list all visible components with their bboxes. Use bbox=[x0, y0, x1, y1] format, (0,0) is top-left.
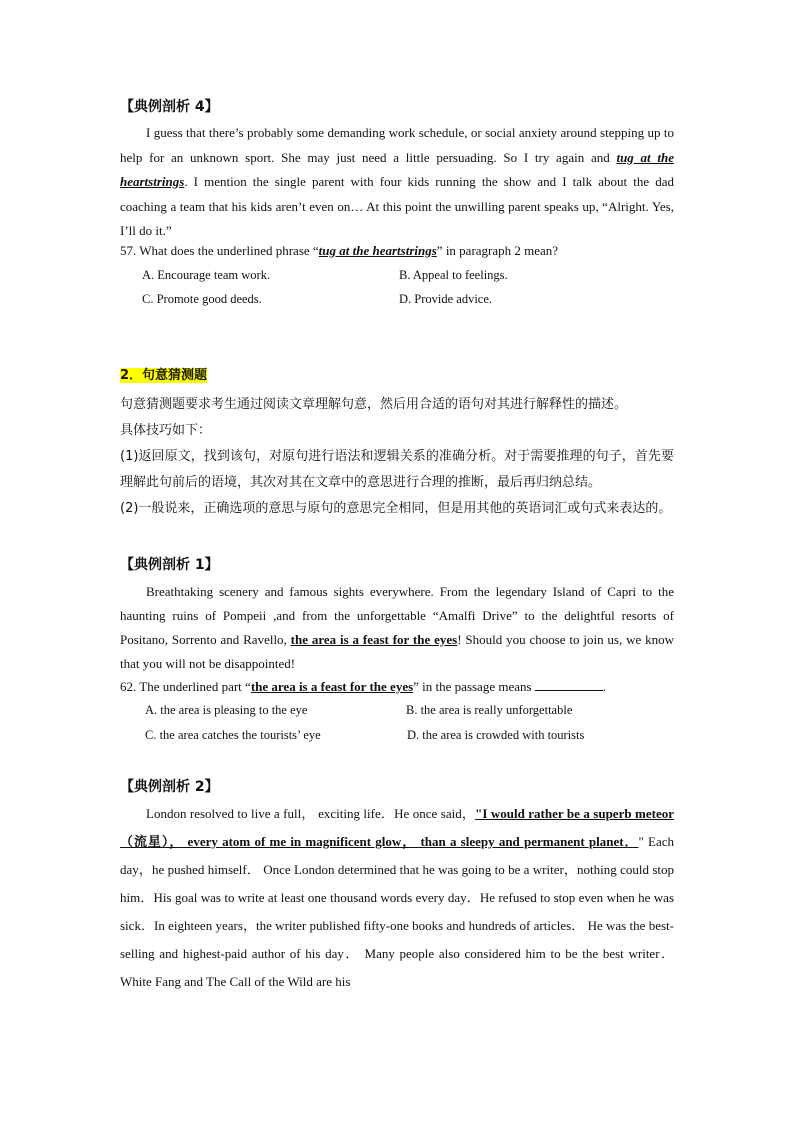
underlined-phrase: the area is a feast for the eyes bbox=[290, 632, 458, 647]
tip-2: (2)一般说来，正确选项的意思与原句的意思完全相同，但是用其他的英语词汇或句式来表达的。 bbox=[120, 501, 672, 516]
option-a: A. the area is pleasing to the eye bbox=[145, 703, 308, 717]
option-b: B. the area is really unforgettable bbox=[406, 703, 573, 717]
question-62: 62. The underlined part “the area is a feast for the eyes” in the passage means . bbox=[120, 679, 607, 694]
example-2-heading: 【典例剖析 2】 bbox=[120, 779, 219, 795]
underlined-phrase: tug at the heartstrings bbox=[120, 149, 674, 189]
passage-text: ! Should you choose to join us, we know that you will not be disappointed! bbox=[120, 632, 674, 671]
underlined-phrase: tug at the heartstrings bbox=[318, 243, 437, 258]
intro-line: 句意猜测题要求考生通过阅读文章理解句意，然后用合适的语句对其进行解释性的描述。 bbox=[120, 397, 628, 412]
underlined-quote: "I would rather be a superb meteor（流星）， every atom of me in magnificent glow， than a sleepy and permanent planet． bbox=[120, 806, 674, 849]
example-2-passage bbox=[120, 800, 674, 996]
passage-text: I guess that there’s probably some demanding work schedule, or social anxiety around stepping up to help for an unknown sport. She may just need a little persuading. So I try again and bbox=[120, 125, 674, 165]
example-1-heading: 【典例剖析 1】 bbox=[120, 557, 219, 573]
section-2-text bbox=[120, 392, 674, 522]
underlined-phrase: the area is a feast for the eyes bbox=[250, 679, 414, 694]
passage-text: . I mention the single parent with four kids running the show and I talk about the dad coaching a team that his kids aren’t even on… At this point the unwilling parent speaks up, “Alright. Yes, I’ll do it.” bbox=[120, 174, 674, 238]
passage-text: London resolved to live a full， exciting life．He once said， bbox=[146, 806, 476, 821]
option-d: D. the area is crowded with tourists bbox=[407, 728, 585, 742]
example-1-passage bbox=[120, 580, 674, 676]
question-57: 57. What does the underlined phrase “tug at the heartstrings” in paragraph 2 mean? bbox=[120, 243, 559, 258]
passage-text: " Each day，he pushed himself． Once London determined that he was going to be a writer，nothing could stop him．His goal was to write at least one thousand words every day．He refused to stop even when he was sick．In eighteen years，the writer published fifty-one books and hundreds of articles． He was the best-selling and highest-paid author of his day． Many people also considered him to be the best writer． White Fang and The Call of the Wild are his bbox=[120, 834, 675, 989]
option-c: C. Promote good deeds. bbox=[142, 292, 262, 306]
option-c: C. the area catches the tourists’ eye bbox=[145, 728, 321, 742]
example-4-passage bbox=[120, 121, 674, 244]
section-2-title: 2．句意猜测题 bbox=[120, 368, 208, 383]
option-a: A. Encourage team work. bbox=[142, 268, 271, 282]
passage-text: Breathtaking scenery and famous sights everywhere. From the legendary Island of Capri to the haunting ruins of Pompeii ,and from the unforgettable “Amalfi Drive” to the delightful resorts of Positano, Sorrento and Ravello, bbox=[120, 584, 674, 647]
answer-blank bbox=[535, 678, 603, 691]
intro-line: 具体技巧如下： bbox=[120, 423, 212, 438]
option-b: B. Appeal to feelings. bbox=[399, 268, 508, 282]
option-d: D. Provide advice. bbox=[399, 292, 493, 306]
example-4-heading: 【典例剖析 4】 bbox=[120, 99, 219, 115]
tip-1: (1)返回原文，找到该句，对原句进行语法和逻辑关系的准确分析。对于需要推理的句子，首先要理解此句前后的语境，其次对其在文章中的意思进行合理的推断，最后再归纳总结。 bbox=[120, 449, 674, 490]
